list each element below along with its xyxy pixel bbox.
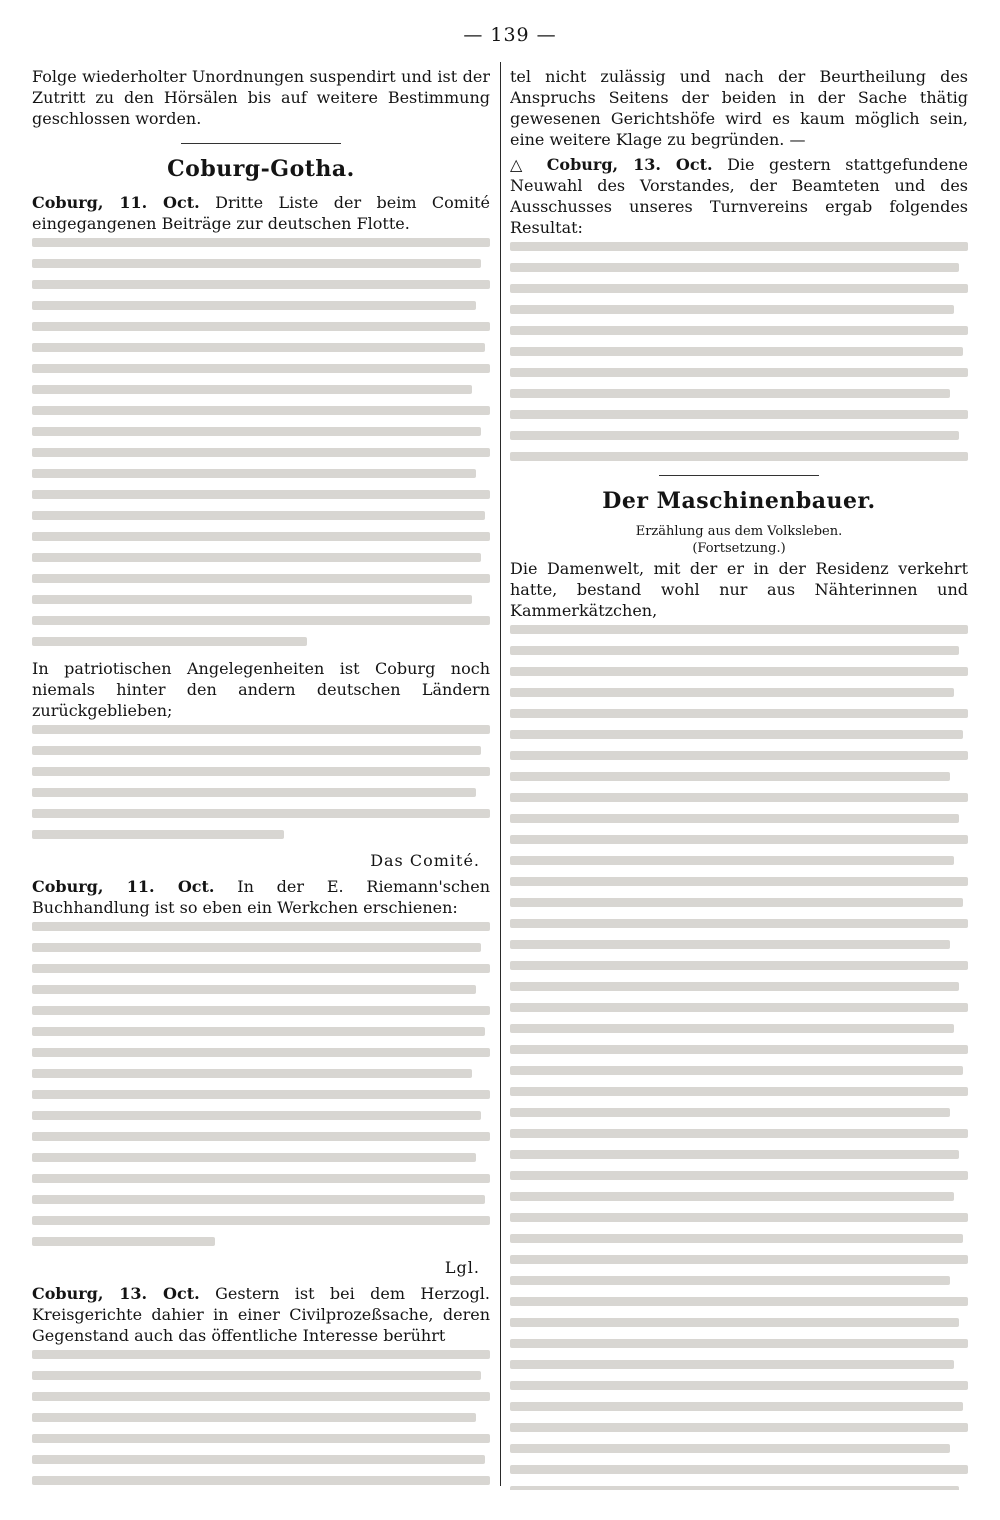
section-title: Coburg-Gotha. [167, 156, 355, 182]
item3-signature: Lgl. [444, 1258, 480, 1277]
left-opening-excerpt: Folge wiederholter Unordnungen suspendirt und ist der Zutritt zu den Hörsälen bis auf weitere Bestimmung geschlossen worden. [32, 67, 490, 128]
column-divider [500, 62, 501, 1486]
item5-excerpt: Die gestern stattgefundene Neuwahl des Vorstandes, der Beamteten und des Ausschusses unseres Turnvereins ergab folgendes Resultat: [510, 155, 968, 237]
story-rule [659, 475, 819, 476]
story-continued: (Fortsetzung.) [692, 541, 786, 556]
item5-dateline: △ Coburg, 13. Oct. [510, 155, 713, 174]
section-rule [181, 143, 341, 144]
item1-paragraph [32, 192, 490, 234]
item1-excerpt: Dritte Liste der beim Comité eingegangenen Beiträge zur deutschen Flotte. [32, 193, 490, 233]
item4-excerpt: Gestern ist bei dem Herzogl. Kreisgerichte dahier in einer Civilprozeßsache, deren Gegenstand auch das öffentliche Interesse berührt [32, 1284, 490, 1345]
item3-excerpt: In der E. Riemann'schen Buchhandlung ist so eben ein Werkchen erschienen: [32, 877, 490, 917]
item3-dateline: Coburg, 11. Oct. [32, 877, 215, 896]
item4-placeholder-lines [32, 1350, 490, 1490]
page-number: — 139 — [463, 24, 557, 46]
story-excerpt: Die Damenwelt, mit der er in der Residenz verkehrt hatte, bestand wohl nur aus Nähterinnen und Kammerkätzchen, [510, 559, 968, 620]
item2-signature: Das Comité. [370, 851, 480, 870]
right-column [510, 66, 968, 1490]
left-column [32, 66, 490, 1490]
item4-dateline: Coburg, 13. Oct. [32, 1284, 200, 1303]
item3-placeholder-lines [32, 922, 490, 1246]
story-title: Der Maschinenbauer. [602, 488, 876, 514]
right-opening-excerpt: tel nicht zulässig und nach der Beurtheilung des Anspruchs Seitens der beiden in der Sache thätig gewesenen Gerichtshöfe wird es kaum möglich sein, eine weitere Klage zu begründen. — [510, 67, 968, 149]
story-placeholder-lines [510, 625, 968, 1490]
item1-dateline: Coburg, 11. Oct. [32, 193, 200, 212]
story-subtitle: Erzählung aus dem Volksleben. [635, 524, 843, 539]
item4-paragraph [32, 1283, 490, 1346]
item3-paragraph [32, 876, 490, 918]
item2-excerpt: In patriotischen Angelegenheiten ist Coburg noch niemals hinter den andern deutschen Ländern zurückgeblieben; [32, 659, 490, 720]
item5-placeholder-lines [510, 242, 968, 461]
item1-placeholder-lines [32, 238, 490, 646]
item5-paragraph [510, 154, 968, 238]
item2-placeholder-lines [32, 725, 490, 839]
